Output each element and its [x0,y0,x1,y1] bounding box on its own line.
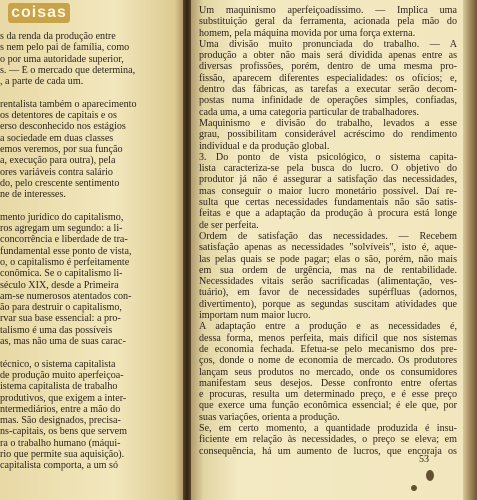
text-line: a, execução para outra), pela [0,155,116,167]
text-line: individual e da produção global. [199,140,330,152]
text-line: do, pelo crescente sentimento [0,177,120,189]
text-line: istema capitalista de trabalho [0,381,118,393]
text-line: dessa forma, menos perfeita, mais difícil que nos sistemas [199,332,457,344]
text-line: Uma divisão muito pronunciada do trabalho. — A [199,38,457,50]
text-line: s da renda da produção entre [0,31,116,42]
right-page-text [199,5,457,457]
text-line: conômica. Se o capitalismo li- [0,268,123,280]
text-line: ficiente em relação às necessidades, o preço se eleva; em [199,434,457,446]
text-line: A adaptação entre a produção e as necessidades é, [199,321,457,333]
left-page-text [0,31,180,472]
text-line: rentalista também o aparecimento [0,98,137,110]
text-line: 3. Do ponto de vista psicológico, o sistema capita- [199,151,457,163]
text-line: ços, donde o nome de economia de mercado. Os produtores [199,355,457,367]
text-line: mas. São designados, precisa- [0,415,121,427]
text-line: e procuras, resulta um determinado preço, e é esse preço [199,389,457,401]
text-line: ntermediários, entre a mão do [0,403,121,415]
text-line: fundamental esse ponto de vista, [0,245,132,257]
text-line [0,87,180,98]
text-line: diversas profissões, porém, dentro de uma mesma pro- [199,61,457,73]
text-line: ra o trabalho humano (máqui- [0,437,121,449]
text-line: Maquinismo e divisão do trabalho, levados a esse [199,117,457,129]
text-line: lista caracteriza-se pela busca do lucro. O objetivo do [199,163,457,175]
text-line: talismo é uma das possíveis [0,324,113,336]
text-line: s. — É o mercado que determina, [0,64,136,76]
ink-stain [426,470,434,481]
text-line: que exerce uma função econômica essencial; é ele que, por [199,400,457,412]
text-line: Necessidades vitais serão sacrificadas (alimentação, ves- [199,276,457,288]
text-line: produção a obter não mais será dividida apenas entre as [199,50,457,62]
text-line: postas numa infinidade de operações simples, confiadas, [199,95,457,107]
page-edge [463,0,477,500]
text-line: fissão, aparecem diferentes especialidades: os ofícios; e, [199,72,457,84]
text-line: satisfação apenas as necessidades "solvíveis", isto é, aque- [199,242,457,254]
text-line: Um maquinismo aperfeiçoadíssimo. — Implica uma [199,5,457,16]
text-line: suas variações, orienta a produção. [199,411,340,423]
text-line: sulta que certas necessidades fundamentais não são satis- [199,197,457,209]
text-line: erso desconhecido nos estágios [0,121,126,133]
text-line: o, o capitalismo é perfeitamente [0,256,130,268]
text-line: manifestam seus desejos. Desse confronto entre ofertas [199,377,457,389]
text-line: mento jurídico do capitalismo, [0,211,124,223]
text-line: os detentores de capitais e os [0,110,117,122]
text-line: as, mas não uma de suas carac- [0,336,126,348]
book-gutter [183,0,191,500]
text-line: em sua ordem de urgência, mas na de rentabilidade. [199,264,457,276]
text-line: produtivos, que exigem a inter- [0,392,127,404]
text-line: feitas e que a adaptação da produção à procura está longe [199,208,457,220]
text-line: técnico, o sistema capitalista [0,358,116,370]
text-line: Se, em certo momento, a quantidade produzida é insu- [199,422,457,434]
text-line: consequência, há um aumento de lucros, que encoraja os [199,445,457,457]
text-line: cada uma, a uma categoria particular de trabalhadores. [199,106,419,118]
text-line: substituição geral da ferramenta, acionada pela mão do [199,16,457,28]
text-line: ores variáveis contra salário [0,166,113,178]
text-line: século XIX, desde a Primeira [0,279,119,291]
ink-stain [411,485,417,491]
text-line: capitalista comporta, a um só [0,460,119,472]
text-line: am-se numerosos atentados con- [0,290,132,302]
text-line: las pelas quais se pode pagar; elas o são, porém, não mais [199,253,457,265]
text-line [0,347,180,358]
text-line: tuário), em favor de necessidades supérfluas (adornos, [199,287,457,299]
text-line: divertimento), porque as segundas suscitam atividades que [199,298,457,310]
left-page [0,0,190,500]
text-line: ns-capitais, os bens que servem [0,426,127,438]
text-line: o por uma autoridade superior, [0,53,124,65]
text-line: de produção muito aperfeiçoa- [0,369,124,381]
page-number: 53 [419,454,429,465]
text-line: homem, pela máquina movida por uma força externa. [199,27,416,39]
text-line: s nem pelo pai de família, como [0,42,130,54]
text-line: rvar sua base essencial: a pro- [0,313,121,325]
text-line: mas conseguir o maior lucro monetário possível. Daí re- [199,185,457,197]
text-line: produtor já não é assegurar a satisfação das necessidades, [199,174,457,186]
text-line: de economia fechada. Efetua-se pelo mecanismo dos pre- [199,343,457,355]
text-line: ne de interesses. [0,189,66,201]
text-line: a sociedade em duas classes [0,132,114,144]
text-line: concorrência e liberdade de tra- [0,234,128,246]
text-line: grau, possibilitam considerável acréscimo do rendimento [199,129,457,141]
text-line [0,200,180,211]
text-line: , a parte de cada um. [0,76,84,88]
right-page [186,0,477,500]
text-line: dentro das fábricas, as tarefas a executar serão decom- [199,84,457,96]
text-line: lançam seus produtos no mercado, onde os consumidores [199,366,457,378]
text-line: emos veremos, por sua função [0,143,123,155]
text-line: importam num maior lucro. [199,310,311,322]
text-line: rio que permite sua aquisição). [0,448,125,460]
text-line: Ordem de satisfação das necessidades. — Recebem [199,230,457,242]
text-line: ros agregam um segundo: a li- [0,223,123,235]
text-line: de ser perfeita. [199,219,259,231]
chapter-header-title: coisas [8,3,70,23]
text-line: ão para destruir o capitalismo, [0,302,122,314]
